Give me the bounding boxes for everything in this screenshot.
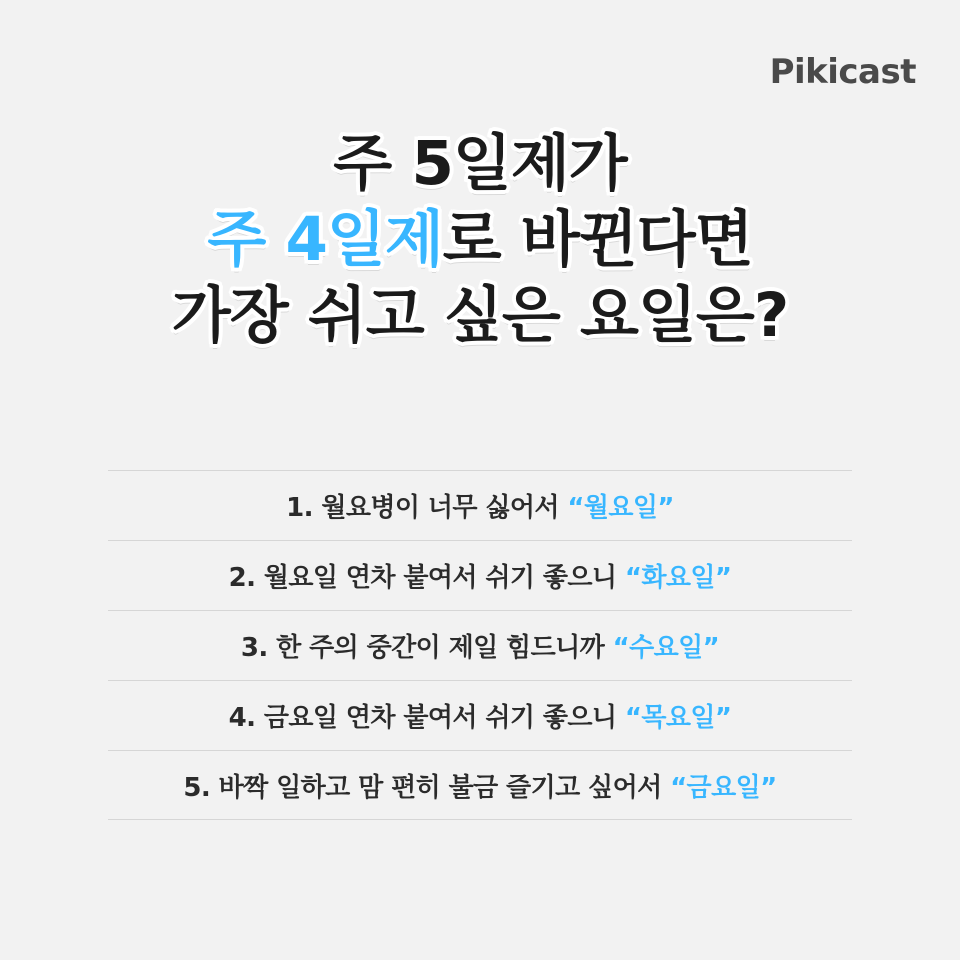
- list-item[interactable]: [108, 680, 852, 750]
- title-line-1-text: 주 5일제가: [333, 128, 627, 199]
- title-highlight-text: 주 4일제: [207, 204, 443, 275]
- option-day: “수요일”: [612, 633, 720, 663]
- page-title: [0, 126, 960, 354]
- brand-name: Pikicast: [769, 52, 916, 92]
- option-reason: 월요일 연차 붙여서 쉬기 좋으니: [263, 563, 617, 593]
- option-reason: 바짝 일하고 맘 편히 불금 즐기고 싶어서: [218, 772, 662, 803]
- option-day: “목요일”: [624, 703, 732, 733]
- option-content: [229, 697, 732, 734]
- option-content: [229, 557, 732, 594]
- option-number: 4.: [228, 703, 256, 733]
- title-line-3: [0, 278, 960, 354]
- list-item[interactable]: [108, 540, 852, 610]
- list-item[interactable]: [108, 470, 852, 540]
- pikicast-logo: [770, 52, 916, 92]
- option-number: 3.: [240, 633, 268, 663]
- option-number: 2.: [228, 563, 256, 593]
- option-reason: 한 주의 중간이 제일 힘드니까: [276, 633, 605, 663]
- list-item[interactable]: [108, 610, 852, 680]
- list-item[interactable]: [108, 750, 852, 820]
- option-reason: 월요병이 너무 싫어서: [321, 493, 559, 523]
- option-number: 1.: [286, 493, 313, 523]
- option-reason: 금요일 연차 붙여서 쉬기 좋으니: [263, 703, 617, 733]
- title-line-3-text: 가장 쉬고 싶은 요일은?: [171, 280, 789, 351]
- option-day: “화요일”: [624, 563, 732, 593]
- option-content: [286, 487, 674, 524]
- option-content: [241, 627, 719, 664]
- title-line-1: [0, 126, 960, 202]
- option-number: 5.: [183, 772, 211, 803]
- option-list: [108, 470, 852, 820]
- option-day: “월요일”: [567, 493, 674, 523]
- option-content: [183, 767, 776, 804]
- title-line-2: [0, 202, 960, 278]
- title-line-2-text: 로 바뀐다면: [442, 204, 753, 275]
- option-day: “금요일”: [670, 772, 777, 803]
